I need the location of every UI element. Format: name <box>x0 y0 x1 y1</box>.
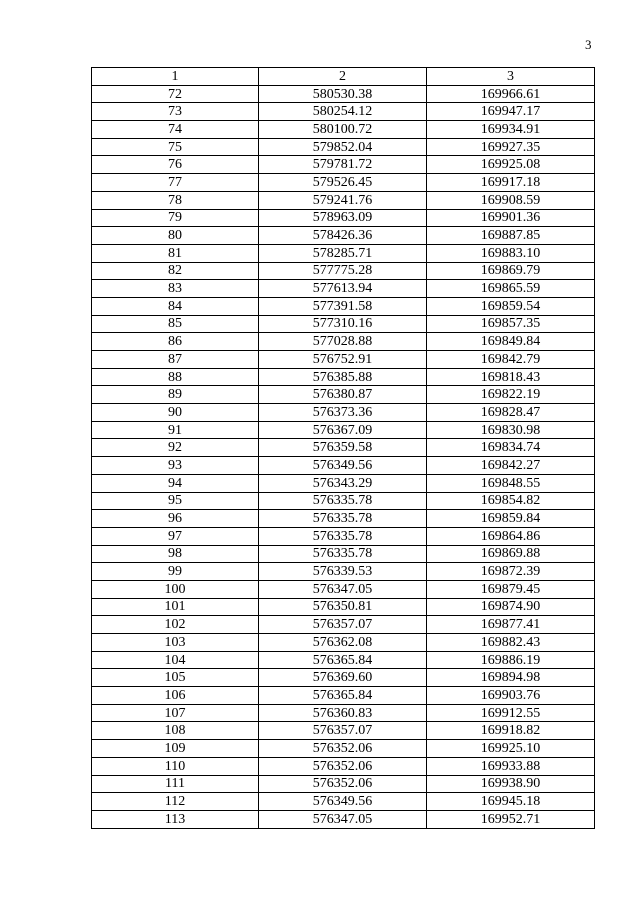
point-number-cell: 104 <box>92 651 259 669</box>
point-number-cell: 107 <box>92 704 259 722</box>
y-coordinate-cell: 169933.88 <box>427 757 595 775</box>
point-number-cell: 96 <box>92 510 259 528</box>
table-row <box>92 457 595 475</box>
point-number-cell: 76 <box>92 156 259 174</box>
x-coordinate-cell: 580100.72 <box>259 121 427 139</box>
y-coordinate-cell: 169882.43 <box>427 634 595 652</box>
y-coordinate-cell: 169966.61 <box>427 85 595 103</box>
x-coordinate-cell: 576369.60 <box>259 669 427 687</box>
y-coordinate-cell: 169818.43 <box>427 368 595 386</box>
y-coordinate-cell: 169945.18 <box>427 793 595 811</box>
x-coordinate-cell: 576359.58 <box>259 439 427 457</box>
x-coordinate-cell: 576357.07 <box>259 616 427 634</box>
point-number-cell: 112 <box>92 793 259 811</box>
x-coordinate-cell: 580254.12 <box>259 103 427 121</box>
point-number-cell: 89 <box>92 386 259 404</box>
table-row <box>92 580 595 598</box>
point-number-cell: 108 <box>92 722 259 740</box>
point-number-cell: 106 <box>92 687 259 705</box>
y-coordinate-cell: 169859.54 <box>427 297 595 315</box>
table-row <box>92 174 595 192</box>
x-coordinate-cell: 576365.84 <box>259 651 427 669</box>
x-coordinate-cell: 576352.06 <box>259 740 427 758</box>
y-coordinate-cell: 169849.84 <box>427 333 595 351</box>
table-row <box>92 651 595 669</box>
y-coordinate-cell: 169879.45 <box>427 580 595 598</box>
y-coordinate-cell: 169874.90 <box>427 598 595 616</box>
y-coordinate-cell: 169848.55 <box>427 474 595 492</box>
y-coordinate-cell: 169822.19 <box>427 386 595 404</box>
x-coordinate-cell: 576347.05 <box>259 580 427 598</box>
point-number-cell: 93 <box>92 457 259 475</box>
y-coordinate-cell: 169872.39 <box>427 563 595 581</box>
table-row <box>92 351 595 369</box>
y-coordinate-cell: 169934.91 <box>427 121 595 139</box>
y-coordinate-cell: 169912.55 <box>427 704 595 722</box>
y-coordinate-cell: 169903.76 <box>427 687 595 705</box>
point-number-cell: 84 <box>92 297 259 315</box>
y-coordinate-cell: 169908.59 <box>427 191 595 209</box>
x-coordinate-cell: 576367.09 <box>259 421 427 439</box>
point-number-cell: 72 <box>92 85 259 103</box>
column-header-2: 2 <box>259 68 427 86</box>
table-row <box>92 333 595 351</box>
y-coordinate-cell: 169883.10 <box>427 244 595 262</box>
point-number-cell: 90 <box>92 404 259 422</box>
point-number-cell: 110 <box>92 757 259 775</box>
table-row <box>92 510 595 528</box>
x-coordinate-cell: 576380.87 <box>259 386 427 404</box>
x-coordinate-cell: 576365.84 <box>259 687 427 705</box>
y-coordinate-cell: 169917.18 <box>427 174 595 192</box>
x-coordinate-cell: 576339.53 <box>259 563 427 581</box>
y-coordinate-cell: 169918.82 <box>427 722 595 740</box>
point-number-cell: 99 <box>92 563 259 581</box>
x-coordinate-cell: 578426.36 <box>259 227 427 245</box>
table-row <box>92 492 595 510</box>
table-row <box>92 563 595 581</box>
table-row <box>92 138 595 156</box>
point-number-cell: 111 <box>92 775 259 793</box>
table-row <box>92 687 595 705</box>
point-number-cell: 101 <box>92 598 259 616</box>
table-row <box>92 368 595 386</box>
point-number-cell: 103 <box>92 634 259 652</box>
point-number-cell: 74 <box>92 121 259 139</box>
point-number-cell: 102 <box>92 616 259 634</box>
table-row <box>92 280 595 298</box>
table-row <box>92 810 595 828</box>
x-coordinate-cell: 578963.09 <box>259 209 427 227</box>
x-coordinate-cell: 578285.71 <box>259 244 427 262</box>
y-coordinate-cell: 169842.27 <box>427 457 595 475</box>
point-number-cell: 100 <box>92 580 259 598</box>
y-coordinate-cell: 169877.41 <box>427 616 595 634</box>
table-row <box>92 616 595 634</box>
point-number-cell: 98 <box>92 545 259 563</box>
y-coordinate-cell: 169952.71 <box>427 810 595 828</box>
x-coordinate-cell: 576347.05 <box>259 810 427 828</box>
point-number-cell: 83 <box>92 280 259 298</box>
x-coordinate-cell: 579241.76 <box>259 191 427 209</box>
x-coordinate-cell: 576335.78 <box>259 510 427 528</box>
page-number: 3 <box>585 37 592 52</box>
point-number-cell: 105 <box>92 669 259 687</box>
point-number-cell: 86 <box>92 333 259 351</box>
x-coordinate-cell: 576349.56 <box>259 457 427 475</box>
coordinates-table <box>91 67 595 829</box>
x-coordinate-cell: 580530.38 <box>259 85 427 103</box>
table-row <box>92 669 595 687</box>
table-row <box>92 757 595 775</box>
y-coordinate-cell: 169865.59 <box>427 280 595 298</box>
table-row <box>92 244 595 262</box>
x-coordinate-cell: 577775.28 <box>259 262 427 280</box>
x-coordinate-cell: 576752.91 <box>259 351 427 369</box>
point-number-cell: 87 <box>92 351 259 369</box>
table-row <box>92 103 595 121</box>
table-row <box>92 598 595 616</box>
y-coordinate-cell: 169857.35 <box>427 315 595 333</box>
x-coordinate-cell: 579781.72 <box>259 156 427 174</box>
y-coordinate-cell: 169834.74 <box>427 439 595 457</box>
table-row <box>92 527 595 545</box>
y-coordinate-cell: 169830.98 <box>427 421 595 439</box>
point-number-cell: 109 <box>92 740 259 758</box>
table-row <box>92 793 595 811</box>
x-coordinate-cell: 576352.06 <box>259 775 427 793</box>
point-number-cell: 94 <box>92 474 259 492</box>
table-row <box>92 227 595 245</box>
table-row <box>92 297 595 315</box>
y-coordinate-cell: 169938.90 <box>427 775 595 793</box>
y-coordinate-cell: 169869.79 <box>427 262 595 280</box>
table-row <box>92 474 595 492</box>
x-coordinate-cell: 577391.58 <box>259 297 427 315</box>
y-coordinate-cell: 169925.08 <box>427 156 595 174</box>
x-coordinate-cell: 579852.04 <box>259 138 427 156</box>
x-coordinate-cell: 576335.78 <box>259 492 427 510</box>
point-number-cell: 79 <box>92 209 259 227</box>
y-coordinate-cell: 169927.35 <box>427 138 595 156</box>
table-row <box>92 634 595 652</box>
x-coordinate-cell: 576335.78 <box>259 527 427 545</box>
x-coordinate-cell: 576350.81 <box>259 598 427 616</box>
y-coordinate-cell: 169886.19 <box>427 651 595 669</box>
table-header-row <box>92 68 595 86</box>
x-coordinate-cell: 576385.88 <box>259 368 427 386</box>
point-number-cell: 78 <box>92 191 259 209</box>
point-number-cell: 80 <box>92 227 259 245</box>
table-row <box>92 386 595 404</box>
x-coordinate-cell: 576360.83 <box>259 704 427 722</box>
table-row <box>92 315 595 333</box>
point-number-cell: 91 <box>92 421 259 439</box>
x-coordinate-cell: 576335.78 <box>259 545 427 563</box>
point-number-cell: 77 <box>92 174 259 192</box>
column-header-3: 3 <box>427 68 595 86</box>
point-number-cell: 75 <box>92 138 259 156</box>
y-coordinate-cell: 169887.85 <box>427 227 595 245</box>
table-row <box>92 722 595 740</box>
table-row <box>92 740 595 758</box>
y-coordinate-cell: 169925.10 <box>427 740 595 758</box>
point-number-cell: 95 <box>92 492 259 510</box>
x-coordinate-cell: 576357.07 <box>259 722 427 740</box>
x-coordinate-cell: 576373.36 <box>259 404 427 422</box>
table-row <box>92 421 595 439</box>
x-coordinate-cell: 576343.29 <box>259 474 427 492</box>
y-coordinate-cell: 169869.88 <box>427 545 595 563</box>
y-coordinate-cell: 169854.82 <box>427 492 595 510</box>
point-number-cell: 113 <box>92 810 259 828</box>
table-row <box>92 209 595 227</box>
table-row <box>92 262 595 280</box>
table-row <box>92 439 595 457</box>
x-coordinate-cell: 579526.45 <box>259 174 427 192</box>
y-coordinate-cell: 169842.79 <box>427 351 595 369</box>
table-row <box>92 191 595 209</box>
y-coordinate-cell: 169828.47 <box>427 404 595 422</box>
point-number-cell: 85 <box>92 315 259 333</box>
table-body <box>92 85 595 828</box>
y-coordinate-cell: 169859.84 <box>427 510 595 528</box>
x-coordinate-cell: 576352.06 <box>259 757 427 775</box>
table-row <box>92 85 595 103</box>
table-row <box>92 156 595 174</box>
table-row <box>92 404 595 422</box>
point-number-cell: 73 <box>92 103 259 121</box>
y-coordinate-cell: 169894.98 <box>427 669 595 687</box>
point-number-cell: 92 <box>92 439 259 457</box>
point-number-cell: 82 <box>92 262 259 280</box>
table-row <box>92 704 595 722</box>
point-number-cell: 97 <box>92 527 259 545</box>
x-coordinate-cell: 576362.08 <box>259 634 427 652</box>
y-coordinate-cell: 169947.17 <box>427 103 595 121</box>
table-row <box>92 121 595 139</box>
x-coordinate-cell: 576349.56 <box>259 793 427 811</box>
point-number-cell: 88 <box>92 368 259 386</box>
column-header-1: 1 <box>92 68 259 86</box>
x-coordinate-cell: 577028.88 <box>259 333 427 351</box>
x-coordinate-cell: 577613.94 <box>259 280 427 298</box>
table-row <box>92 775 595 793</box>
y-coordinate-cell: 169901.36 <box>427 209 595 227</box>
point-number-cell: 81 <box>92 244 259 262</box>
x-coordinate-cell: 577310.16 <box>259 315 427 333</box>
y-coordinate-cell: 169864.86 <box>427 527 595 545</box>
table-row <box>92 545 595 563</box>
